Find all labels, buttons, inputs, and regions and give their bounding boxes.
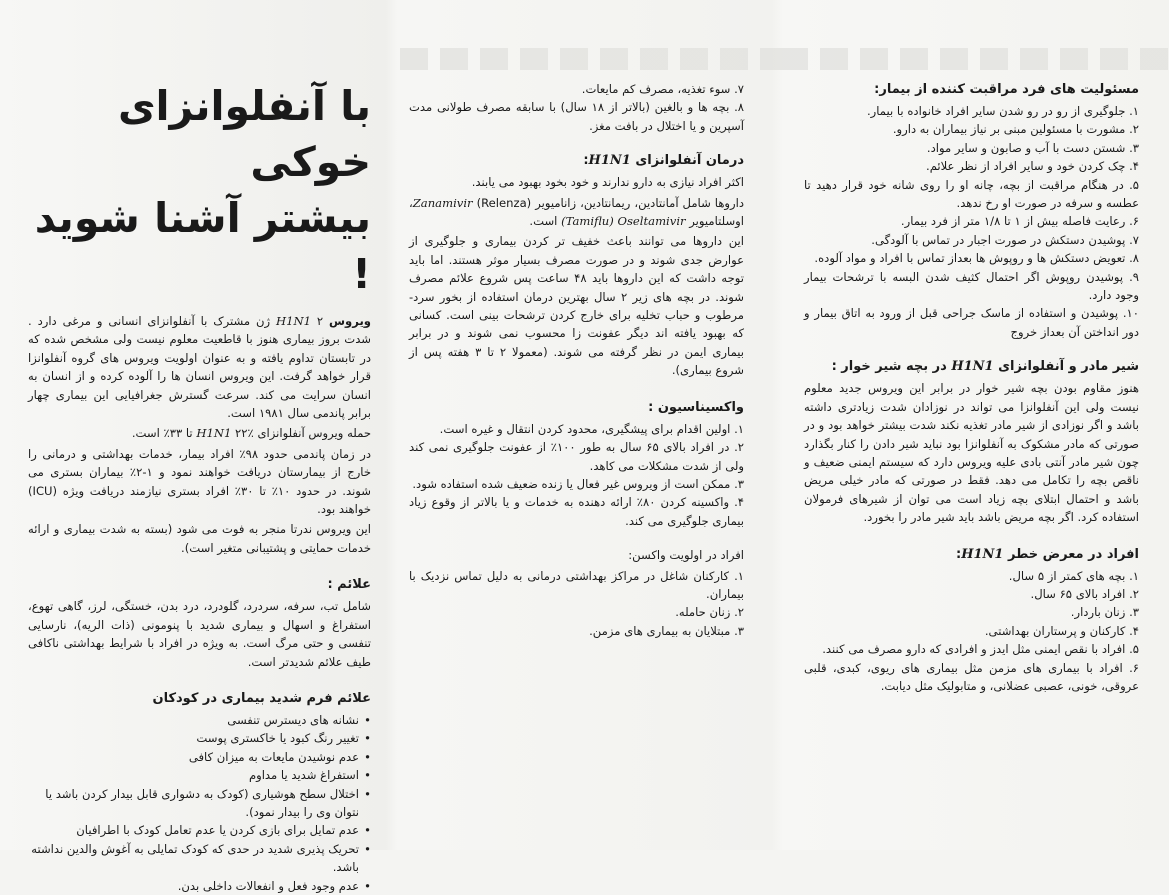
list-item: ۴. چک کردن خود و سایر افراد از نظر علائم. xyxy=(926,159,1139,174)
list-item: ۱. کارکنان شاغل در مراکز بهداشتی درمانی به دلیل تماس نزدیک با بیماران. xyxy=(409,568,744,601)
breastfeeding-heading xyxy=(804,357,1139,377)
vaccination-heading: واکسیناسیون : xyxy=(648,399,744,415)
list-item: ۶. رعایت فاصله بیش از ۱ تا ۱/۸ متر از فرد بیمار. xyxy=(900,214,1139,229)
list-item: ۸. بچه ها و بالغین (بالاتر از ۱۸ سال) با سابقه مصرف طولانی مدت آسپرین و یا اختلال در بافت مغز. xyxy=(409,100,744,133)
list-item: ۱. جلوگیری از رو در رو شدن سایر افراد خانواده با بیمار. xyxy=(866,104,1139,118)
list-item: ۷. پوشیدن دستکش در صورت اجبار در تماس با آلودگی. xyxy=(871,232,1139,247)
vaccination-list xyxy=(409,420,744,530)
breastfeeding-heading-rest: در بچه شیر خوار : xyxy=(831,359,952,375)
intro-lead: ویروس xyxy=(329,314,372,328)
list-item: ۵. در هنگام مراقبت از بچه، چانه او را روی شانه خود قرار دهید تا عطسه و سرفه در صورت او رخ ندهد. xyxy=(804,177,1139,211)
list-item: ۸. تعویض دستکش ها و روپوش ها بعداز تماس با افراد و مواد آلوده. xyxy=(814,251,1139,266)
list-item: ۱۰. پوشیدن و استفاده از ماسک جراحی قبل از ورود به اتاق بیمار و دور انداختن آن بعداز خروج xyxy=(804,306,1139,339)
list-item: ۳. مبتلایان به بیماری های مزمن. xyxy=(589,623,744,638)
list-item: • عدم نوشیدن مایعات به میزان کافی xyxy=(28,748,371,766)
list-item: ۶. افراد با بیماری های مزمن مثل بیماری های ریوی، کبدی، قلبی عروقی، خونی، عصبی عضلانی، و متابولیک مثل دیابت. xyxy=(804,660,1139,693)
vaccine-priority-heading: افراد در اولویت واکسن: xyxy=(628,548,744,563)
right-column xyxy=(790,0,1169,850)
treatment-heading-text: درمان آنفلوانزای xyxy=(635,153,744,169)
list-item: ۳. شستن دست با آب و صابون و سایر مواد. xyxy=(926,140,1139,155)
list-item: • استفراغ شدید یا مداوم xyxy=(28,766,371,784)
list-item: ۳. ممکن است از ویروس غیر فعال یا زنده ضعیف شده استفاده شود. xyxy=(412,476,744,491)
list-item: ۲. مشورت با مسئولین مبنی بر نیاز بیماران به دارو. xyxy=(892,122,1139,137)
list-item: ۴. واکسینه کردن ۸۰٪ ارائه دهنده به خدمات و یا بالاتر از وقوع زیاد بیماری جلوگیری می کند. xyxy=(409,495,744,528)
treatment-drugs-paragraph xyxy=(409,194,744,231)
mortality-paragraph: این ویروس ندرتا منجر به فوت می شود (بسته به شدت بیماری و ارائه خدمات حمایتی و پشتیبانی متغیر است). xyxy=(28,522,371,555)
left-column xyxy=(0,0,385,893)
intro-term: H1N1 xyxy=(275,314,311,328)
list-item: • عدم تمایل برای بازی کردن یا عدم تعامل کودک با اطرافیان xyxy=(28,821,371,839)
caregiver-list xyxy=(804,102,1139,341)
breastfeeding-heading-text: شیر مادر و آنفلوانزای xyxy=(998,359,1139,375)
list-item: • تغییر رنگ کبود یا خاکستری پوست xyxy=(28,729,371,747)
attack-rate-term: H1N1 xyxy=(196,426,232,441)
attack-rate-lead: حمله ویروس آنفلوانزای xyxy=(257,426,371,441)
severe-symptoms-heading: علائم فرم شدید بیماری در کودکان xyxy=(152,690,371,706)
attack-rate-paragraph xyxy=(28,424,371,442)
list-item: ۲. افراد بالای ۶۵ سال. xyxy=(1030,586,1139,601)
list-item: ۱. بچه های کمتر از ۵ سال. xyxy=(1008,568,1139,583)
severe-symptoms-list xyxy=(28,711,371,895)
treatment-heading-term: H1N1 xyxy=(588,153,631,169)
list-item: • اختلال سطح هوشیاری (کودک به دشواری قابل بیدار کردن باشد یا نتوان وی را بیدار نمود). xyxy=(28,785,371,822)
title-line-1: با آنفلوانزای خوکی xyxy=(117,82,371,186)
intro-text: ۲ ژن مشترک با آنفلوانزای انسانی و مرغی دارد . شدت بروز بیماری هنوز با قاطعیت معلوم نیست ولی مشخص شده که در تابستان تداوم یافته و به عنوان اولویت ویروس های گروه آنفلوانزا قرار خواهد گرفت. این ویروس انسان ها را آلوده کرده و از انسان به انسان سرایت می کند. سرعت گسترش جغرافیایی این بیماری چهار برابر پاندمی سال ۱۹۸۱ است. xyxy=(28,314,371,421)
page-title xyxy=(28,78,371,302)
risk-heading-term: H1N1 xyxy=(961,546,1004,562)
list-item: • تحریک پذیری شدید در حدی که کودک تمایلی به آغوش والدین نداشته باشد. xyxy=(28,840,371,877)
middle-column xyxy=(395,0,780,850)
symptoms-paragraph: شامل تب، سرفه، سردرد، گلودرد، درد بدن، خستگی، لرز، گاهی تهوع، استفراغ و اسهال و بیماری شدید با پنومونی (ذات الریه)، نارسایی تنفسی و حتی مرگ است. به ویژه در افراد با شرایط بهداشتی ناکافی طیف علائم شدیدتر است. xyxy=(28,599,371,669)
list-item: ۳. زنان باردار. xyxy=(1070,605,1139,620)
risk-heading-colon: : xyxy=(956,546,962,562)
contraindication-continued-list xyxy=(409,80,744,135)
caregiver-heading: مسئولیت های فرد مراقبت کننده از بیمار: xyxy=(874,82,1139,97)
risk-groups-list xyxy=(804,567,1139,696)
list-item: • عدم وجود فعل و انفعالات داخلی بدن. xyxy=(28,877,371,895)
list-item: • نشانه های دیسترس تنفسی xyxy=(28,711,371,729)
drugs-text-b: (Relenza)، اوسلتامیویر xyxy=(409,195,744,229)
drugs-text-a: داروها شامل آمانتادین، ریمانتادین، زانامیویر xyxy=(535,195,745,210)
breastfeeding-heading-term: H1N1 xyxy=(951,359,994,375)
pandemic-paragraph: در زمان پاندمی حدود ۹۸٪ افراد بیمار، خدمات بهداشتی و درمانی را خارج از بیمارستان دریافت خواهند نمود و ۱-۲٪ بیماران بستری می شوند. در حدود ۱۰٪ تا ۳۰٪ افراد بستری نیازمند دریافت ویژه (ICU) خواهند بود. xyxy=(28,446,372,517)
drugs-text-c: است. xyxy=(529,214,562,229)
list-item: ۹. پوشیدن روپوش اگر احتمال کثیف شدن البسه با ترشحات بیمار وجود دارد. xyxy=(804,269,1139,303)
drug-oseltamivir: (Tamiflu) Oseltamivir xyxy=(561,214,686,229)
list-item: ۲. زنان حامله. xyxy=(675,605,744,620)
list-item: ۴. کارکنان و پرستاران بهداشتی. xyxy=(984,623,1139,638)
vaccine-priority-list xyxy=(409,567,744,641)
list-item: ۱. اولین اقدام برای پیشگیری، محدود کردن انتقال و غیره است. xyxy=(439,421,744,436)
intro-paragraph xyxy=(28,312,371,422)
drug-zanamivir: Zanamivir xyxy=(412,195,473,210)
symptoms-heading: علائم : xyxy=(327,577,371,593)
list-item: ۲. در افراد بالای ۶۵ سال به طور ۱۰۰٪ از عفونت جلوگیری نمی کند ولی از شدت مشکلات می کاهد. xyxy=(409,440,745,473)
treatment-paragraph-1: اکثر افراد نیازی به دارو ندارند و خود بخود بهبود می یابند. xyxy=(471,175,744,190)
list-item: ۷. سوء تغذیه، مصرف کم مایعات. xyxy=(581,82,744,96)
treatment-paragraph-3: این داروها می توانند باعث خفیف تر کردن بیماری و جلوگیری از عوارض جدی شوند و در صورت مصرف بسیار موثر هستند. اما باید توجه داشت که این داروها باید ۴۸ ساعت پس شروع علائم مصرف شوند. در بچه های زیر ۲ سال بهترین درمان استفاده از بخور سرد-مرطوب و حباب تخلیه برای خارج کردن ترشحات بینی است. کسانی که بهبود یافته اند دیگر عفونت زا محسوب نمی شوند و در برابر بیماری ایمن در نظر گرفته می شوند. (معمولا ۲ تا ۳ هفته پس از شروع بیماری). xyxy=(409,234,744,378)
attack-rate-text: ۲۲٪ تا ۳۳٪ است. xyxy=(131,426,254,441)
risk-groups-heading xyxy=(804,545,1139,565)
title-line-2: بیشتر آشنا شوید ! xyxy=(34,194,371,298)
breastfeeding-paragraph: هنوز مقاوم بودن بچه شیر خوار در برابر این ویروس جدید معلوم نیست ولی این آنفلوانزا می تواند در نوزادان شدت زیادتری داشته باشد و اگر نوزادی از شیر مادر تغذیه نکند شدت بیشتر خواهد بود و در صورتی که مادر مشکوک به آنفلوانزا بود نباید شیر دادن را کنار بگذارد چون شیر مادر آنتی بادی علیه ویروس دارد که سیستم ایمنی ضعیف و ناقص بچه را تکامل می دهد. فقط در صورتی که مادر خیلی مریض باشد و احتمال ابتلای بچه زیاد است می توان از شیرهای فرمولان استفاده کرد. اگر بچه مریض باشد باید شیر مادر را بخورد. xyxy=(804,381,1139,525)
treatment-heading-colon: : xyxy=(583,153,589,169)
treatment-heading xyxy=(409,151,744,171)
risk-heading-text: افراد در معرض خطر xyxy=(1008,546,1139,562)
list-item: ۵. افراد با نقص ایمنی مثل ایدز و افرادی که دارو مصرف می کنند. xyxy=(822,642,1139,657)
